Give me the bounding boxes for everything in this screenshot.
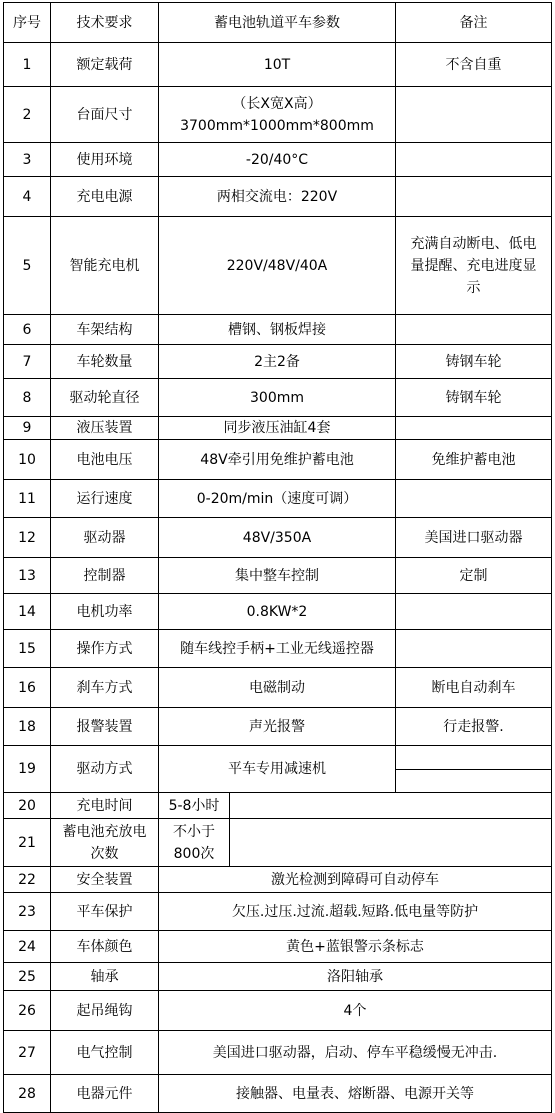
row-empty-cell: [230, 793, 552, 819]
row-note: [396, 630, 552, 668]
row-no: 4: [4, 177, 51, 217]
row-no: 27: [4, 1031, 51, 1075]
row-note: [396, 594, 552, 630]
row-value: 平车专用减速机: [159, 746, 396, 793]
row-note: [396, 217, 552, 315]
header-no: 序号: [4, 3, 51, 43]
row-item: 平车保护: [51, 893, 159, 931]
row-no: 22: [4, 867, 51, 893]
table-row: [4, 668, 552, 708]
row-note: [396, 417, 552, 440]
row-item: 安全装置: [51, 867, 159, 893]
table-row: [4, 217, 552, 315]
row-item: 台面尺寸: [51, 87, 159, 143]
row-value: 接触器、电量表、熔断器、电源开关等: [159, 1075, 552, 1113]
row-note-line: 量提醒、充电进度显: [410, 257, 537, 274]
row-no: 7: [4, 345, 51, 379]
row-no: 26: [4, 991, 51, 1031]
row-item: 驱动轮直径: [51, 379, 159, 417]
table-row: [4, 746, 552, 793]
table-header-row: [4, 3, 552, 43]
row-value: 5-8小时: [159, 793, 230, 819]
row-note: 美国进口驱动器: [396, 518, 552, 558]
row-value-line: （长X宽X高）: [232, 95, 322, 112]
row-value: 300mm: [159, 379, 396, 417]
row-item-line: 蓄电池充放电: [62, 823, 147, 840]
row-no: 3: [4, 143, 51, 177]
row-value: 槽钢、钢板焊接: [159, 315, 396, 345]
row-item: 刹车方式: [51, 668, 159, 708]
row-item: 运行速度: [51, 480, 159, 518]
row-note: 铸钢车轮: [396, 345, 552, 379]
table-row: [4, 315, 552, 345]
table-row: [4, 793, 552, 819]
row-note: 铸钢车轮: [396, 379, 552, 417]
table-row: [4, 177, 552, 217]
row-value-line: 不小于: [173, 823, 215, 840]
row-item: 液压装置: [51, 417, 159, 440]
row-note-line: 充满自动断电、低电: [410, 235, 537, 252]
table-row: [4, 630, 552, 668]
row-item: 报警装置: [51, 708, 159, 746]
table-row: [4, 991, 552, 1031]
row-note: [396, 746, 552, 793]
row-item: [51, 819, 159, 867]
row-value: 同步液压油缸4套: [159, 417, 396, 440]
row-no: 8: [4, 379, 51, 417]
row-value: 声光报警: [159, 708, 396, 746]
row-note: [396, 480, 552, 518]
row-no: 16: [4, 668, 51, 708]
row-note: 不含自重: [396, 43, 552, 87]
row-no: 2: [4, 87, 51, 143]
row-no: 24: [4, 931, 51, 963]
row-note: 行走报警.: [396, 708, 552, 746]
row-no: 14: [4, 594, 51, 630]
row-value: 10T: [159, 43, 396, 87]
row-item: 额定载荷: [51, 43, 159, 87]
table-row: [4, 963, 552, 991]
table-row: [4, 1075, 552, 1113]
row-value: 欠压.过压.过流.超载.短路.低电量等防护: [159, 893, 552, 931]
table-row: [4, 893, 552, 931]
row-note: [396, 143, 552, 177]
table-row: [4, 867, 552, 893]
row-value: 黄色+蓝银警示条标志: [159, 931, 552, 963]
table-row: [4, 931, 552, 963]
row-no: 9: [4, 417, 51, 440]
table-row: [4, 708, 552, 746]
row-value-line: 3700mm*1000mm*800mm: [180, 117, 374, 134]
row-item: 控制器: [51, 558, 159, 594]
row-value: 0-20m/min（速度可调）: [159, 480, 396, 518]
row-no: 19: [4, 746, 51, 793]
row-value: 两相交流电：220V: [159, 177, 396, 217]
header-item: 技术要求: [51, 3, 159, 43]
table-row: [4, 345, 552, 379]
table-row: [4, 440, 552, 480]
row-item-line: 次数: [90, 845, 119, 862]
row-note: 免维护蓄电池: [396, 440, 552, 480]
row-item: 电器元件: [51, 1075, 159, 1113]
row-item: 电气控制: [51, 1031, 159, 1075]
table-row: [4, 417, 552, 440]
header-value: 蓄电池轨道平车参数: [159, 3, 396, 43]
row-item: 车架结构: [51, 315, 159, 345]
table-row: [4, 143, 552, 177]
row-no: 13: [4, 558, 51, 594]
row-note-cell: [396, 769, 551, 793]
row-no: 6: [4, 315, 51, 345]
row-item: 充电时间: [51, 793, 159, 819]
row-no: 28: [4, 1075, 51, 1113]
row-note: [396, 87, 552, 143]
row-item: 操作方式: [51, 630, 159, 668]
row-item: 轴承: [51, 963, 159, 991]
row-item: 起吊绳钩: [51, 991, 159, 1031]
row-note: [396, 315, 552, 345]
table-row: [4, 87, 552, 143]
row-value: 美国进口驱动器，启动、停车平稳缓慢无冲击.: [159, 1031, 552, 1075]
row-item: 车体颜色: [51, 931, 159, 963]
table-row: [4, 819, 552, 867]
row-empty-cell: [230, 819, 552, 867]
row-note: [396, 177, 552, 217]
row-item: 充电电源: [51, 177, 159, 217]
row-no: 11: [4, 480, 51, 518]
row-no: 25: [4, 963, 51, 991]
row-no: 21: [4, 819, 51, 867]
row-item: 驱动方式: [51, 746, 159, 793]
row-item: 驱动器: [51, 518, 159, 558]
table-row: [4, 43, 552, 87]
row-item: 电机功率: [51, 594, 159, 630]
row-no: 20: [4, 793, 51, 819]
spec-table: [3, 2, 552, 1113]
row-note: 断电自动刹车: [396, 668, 552, 708]
row-value: 0.8KW*2: [159, 594, 396, 630]
table-row: [4, 1031, 552, 1075]
table-row: [4, 558, 552, 594]
row-value: 电磁制动: [159, 668, 396, 708]
header-note: 备注: [396, 3, 552, 43]
table-row: [4, 594, 552, 630]
row-value-line: 800次: [173, 845, 215, 862]
table-row: [4, 480, 552, 518]
row-note-cell: [396, 746, 551, 769]
table-row: [4, 518, 552, 558]
table-row: [4, 379, 552, 417]
row-no: 18: [4, 708, 51, 746]
row-no: 12: [4, 518, 51, 558]
row-note: 定制: [396, 558, 552, 594]
row-value: 4个: [159, 991, 552, 1031]
row-item: 电池电压: [51, 440, 159, 480]
row-value: 集中整车控制: [159, 558, 396, 594]
row-value: [159, 87, 396, 143]
row-value: 48V/350A: [159, 518, 396, 558]
row-value: 洛阳轴承: [159, 963, 552, 991]
row-item: 智能充电机: [51, 217, 159, 315]
row-value: 2主2备: [159, 345, 396, 379]
row-no: 5: [4, 217, 51, 315]
row-note-line: 示: [466, 279, 481, 296]
row-no: 10: [4, 440, 51, 480]
row-no: 1: [4, 43, 51, 87]
row-item: 使用环境: [51, 143, 159, 177]
row-value: 220V/48V/40A: [159, 217, 396, 315]
row-value: [159, 819, 230, 867]
row-item: 车轮数量: [51, 345, 159, 379]
row-no: 23: [4, 893, 51, 931]
row-value: -20/40°C: [159, 143, 396, 177]
row-no: 15: [4, 630, 51, 668]
row-value: 随车线控手柄+工业无线遥控器: [159, 630, 396, 668]
row-value: 48V牵引用免维护蓄电池: [159, 440, 396, 480]
row-value: 激光检测到障碍可自动停车: [159, 867, 552, 893]
